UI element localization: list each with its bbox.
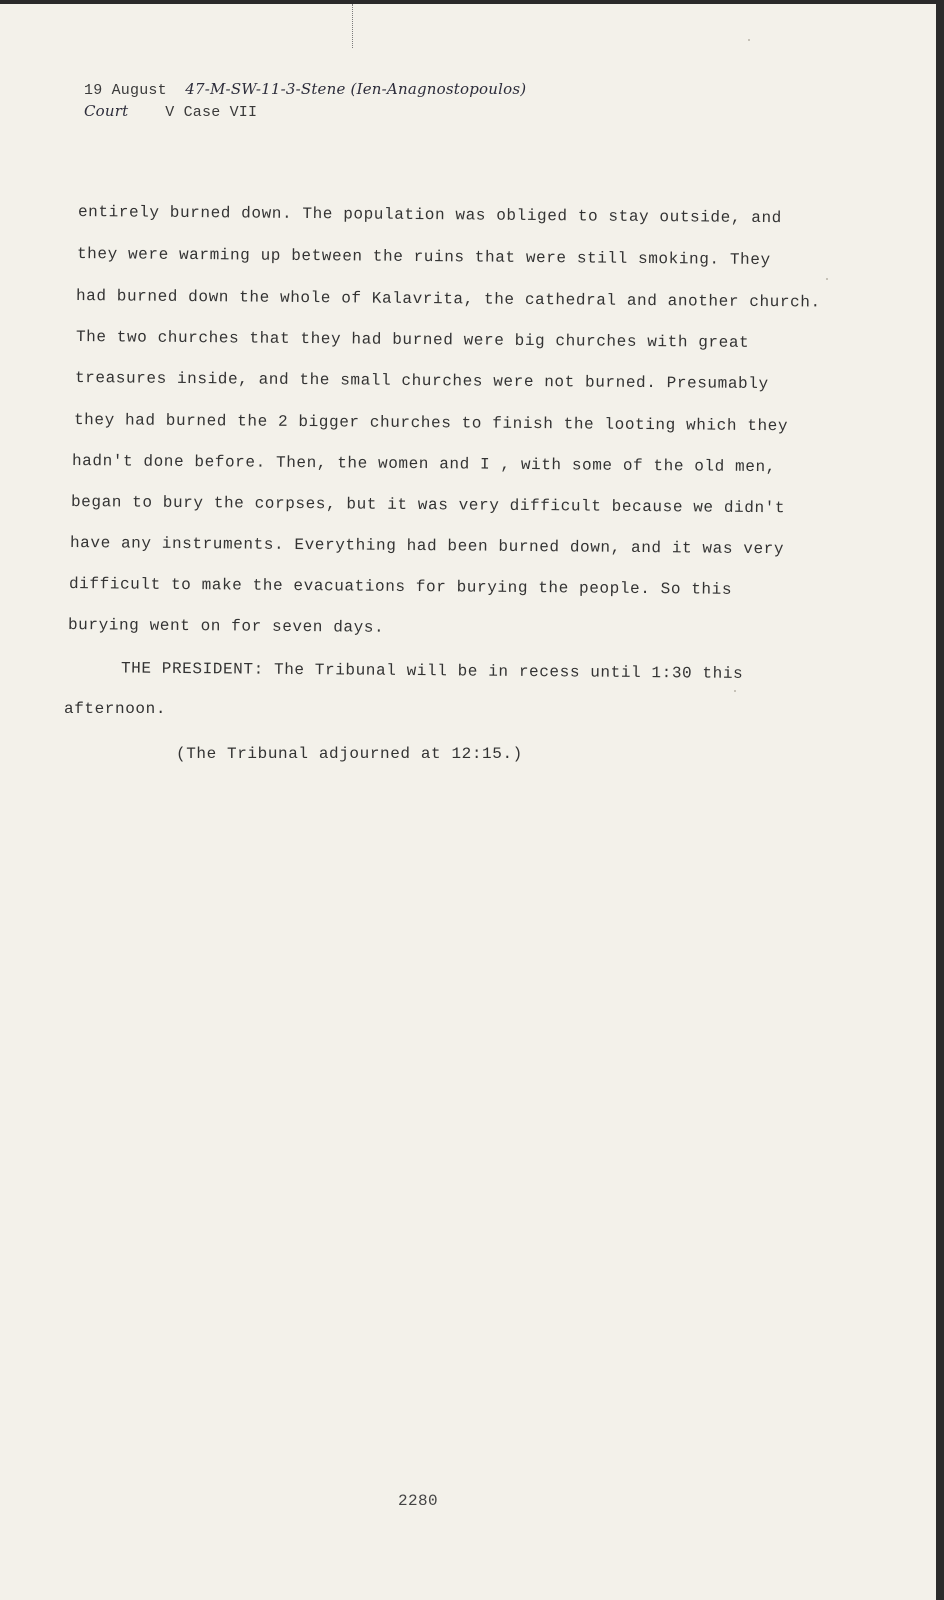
- body-line: THE PRESIDENT: The Tribunal will be in recess until 1:30 this: [69, 659, 744, 683]
- fold-crease: [352, 4, 353, 48]
- body-line: difficult to make the evacuations for burying the people. So this: [68, 575, 733, 599]
- body-line: have any instruments. Everything had been burned down, and it was very: [69, 534, 785, 559]
- body-line: entirely burned down. The population was obliged to stay outside, and: [77, 203, 782, 228]
- header-line-2: [84, 102, 257, 121]
- header-line-1: [84, 80, 526, 99]
- body-line: they had burned the 2 bigger churches to finish the looting which they: [73, 411, 789, 436]
- body-line: treasures inside, and the small churches were not burned. Presumably: [74, 369, 769, 394]
- body-line: began to bury the corpses, but it was very difficult because we didn't: [70, 493, 786, 518]
- paper-speck: [734, 690, 736, 692]
- header-case: V Case VII: [165, 104, 258, 121]
- page-top-edge: [0, 0, 940, 4]
- body-line: burying went on for seven days.: [67, 616, 385, 637]
- body-line: (The Tribunal adjourned at 12:15.): [176, 745, 523, 763]
- header-date: 19 August: [84, 82, 167, 99]
- paper-speck: [748, 39, 750, 41]
- body-line: afternoon.: [64, 700, 167, 718]
- page-number: 2280: [398, 1492, 439, 1510]
- header-court: Court: [84, 102, 129, 120]
- body-line: hadn't done before. Then, the women and I , with some of the old men,: [71, 452, 776, 477]
- paper-speck: [826, 278, 828, 280]
- scan-edge-shadow: [936, 0, 944, 1600]
- header-code: 47-M-SW-11-3-Stene (Ien-Anagnostopoulos): [185, 80, 527, 98]
- body-line: The two churches that they had burned were big churches with great: [75, 328, 750, 352]
- body-line: had burned down the whole of Kalavrita, the cathedral and another church.: [75, 287, 821, 312]
- body-line: they were warming up between the ruins that were still smoking. They: [76, 245, 771, 270]
